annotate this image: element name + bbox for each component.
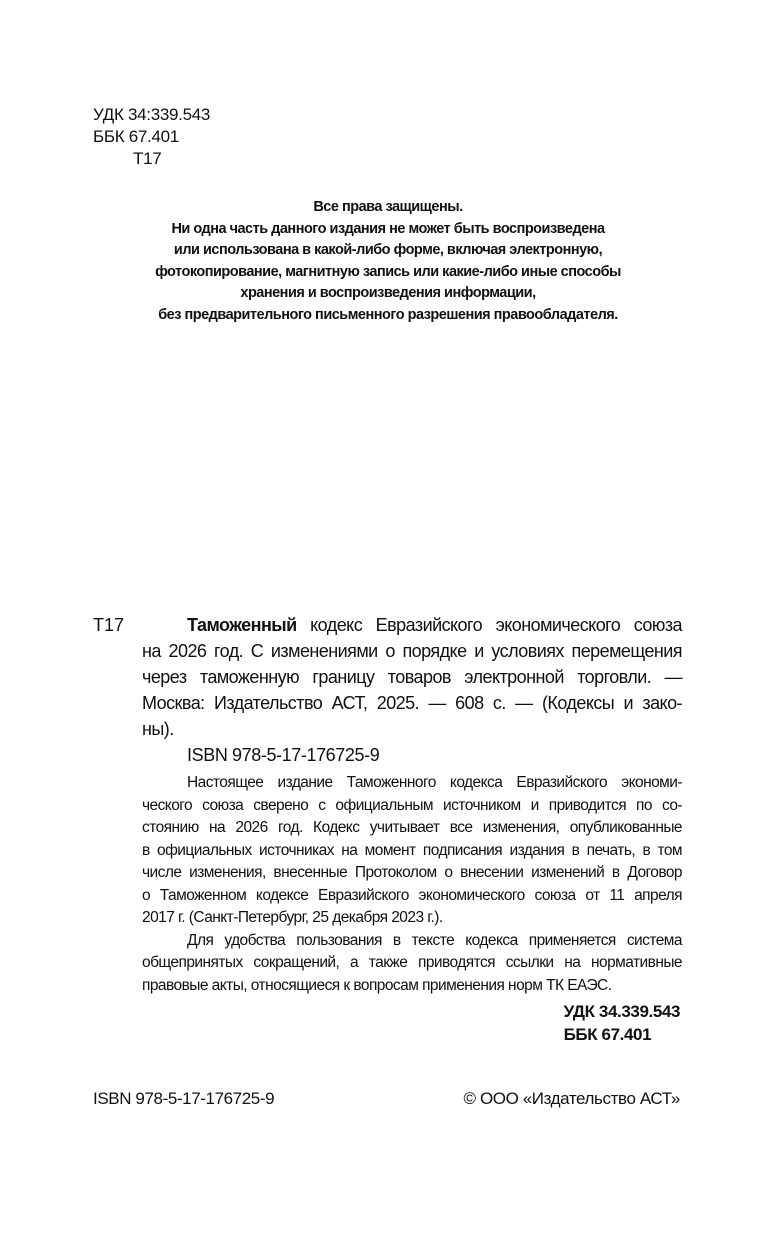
biblio-line: [142, 612, 682, 638]
classification-block: [93, 104, 210, 170]
biblio-text: кодекс Евразийского экономического союза: [296, 615, 682, 635]
biblio-line: Москва: Издательство АСТ, 2025. — 608 с. — (Кодексы и зако-: [142, 693, 682, 713]
author-mark-code: Т17: [133, 149, 162, 168]
rights-line: без предварительного письменного разрешения правообладателя.: [158, 306, 618, 323]
annotation-line: стоянию на 2026 год. Кодекс учитывает все изменения, опубликованные: [142, 819, 682, 836]
title-bold: Таможенный: [187, 615, 297, 635]
biblio-line: через таможенную границу товаров электронной торговли. —: [142, 667, 682, 687]
annotation-line: 2017 г. (Санкт-Петербург, 25 декабря 2023 г.).: [142, 909, 443, 926]
rights-line: Ни одна часть данного издания не может быть воспроизведена: [171, 220, 605, 237]
annotation-line: в официальных источниках на момент подписания издания в печать, в том: [142, 841, 682, 859]
catalog-isbn: ISBN 978-5-17-176725-9: [187, 745, 380, 765]
rights-line: хранения и воспроизведения информации,: [240, 285, 536, 301]
annotation-line: о Таможенном кодексе Евразийского экономического союза от 11 апреля: [142, 886, 682, 904]
annotation-line: общепринятых сокращений, а также приводятся ссылки на нормативные: [142, 954, 682, 971]
udk-code: УДК 34:339.543: [93, 105, 211, 124]
udk-code-bottom: УДК 34.339.543: [563, 1002, 680, 1021]
annotation-line: Для удобства пользования в тексте кодекса применяется система: [187, 931, 682, 949]
catalog-author-mark: Т17: [93, 615, 125, 635]
annotation-line: числе изменения, внесенные Протоколом о внесении изменений в Договор: [142, 864, 682, 881]
annotation: [142, 772, 682, 997]
rights-line: или использована в какой-либо форме, включая электронную,: [173, 242, 603, 258]
annotation-line: Настоящее издание Таможенного кодекса Евразийского экономи-: [187, 774, 682, 791]
rights-notice: [93, 197, 683, 326]
annotation-line: ческого союза сверено с официальным источником и приводится по со-: [142, 796, 682, 814]
rights-line: фотокопирование, магнитную запись или какие-либо иные способы: [155, 263, 621, 280]
footer-isbn: ISBN 978-5-17-176725-9: [93, 1089, 275, 1108]
biblio-line: ны).: [142, 719, 174, 739]
footer-copyright: © ООО «Издательство АСТ»: [463, 1089, 680, 1108]
bbk-code-bottom: ББК 67.401: [563, 1025, 652, 1044]
bottom-classification: [564, 1000, 680, 1046]
bbk-code: ББК 67.401: [93, 127, 179, 146]
biblio-line: на 2026 год. С изменениями о порядке и условиях перемещения: [142, 641, 682, 661]
annotation-line: правовые акты, относящиеся к вопросам применения норм ТК ЕАЭС.: [142, 976, 612, 994]
bibliographic-description: [142, 612, 682, 742]
rights-line: Все права защищены.: [313, 199, 463, 215]
